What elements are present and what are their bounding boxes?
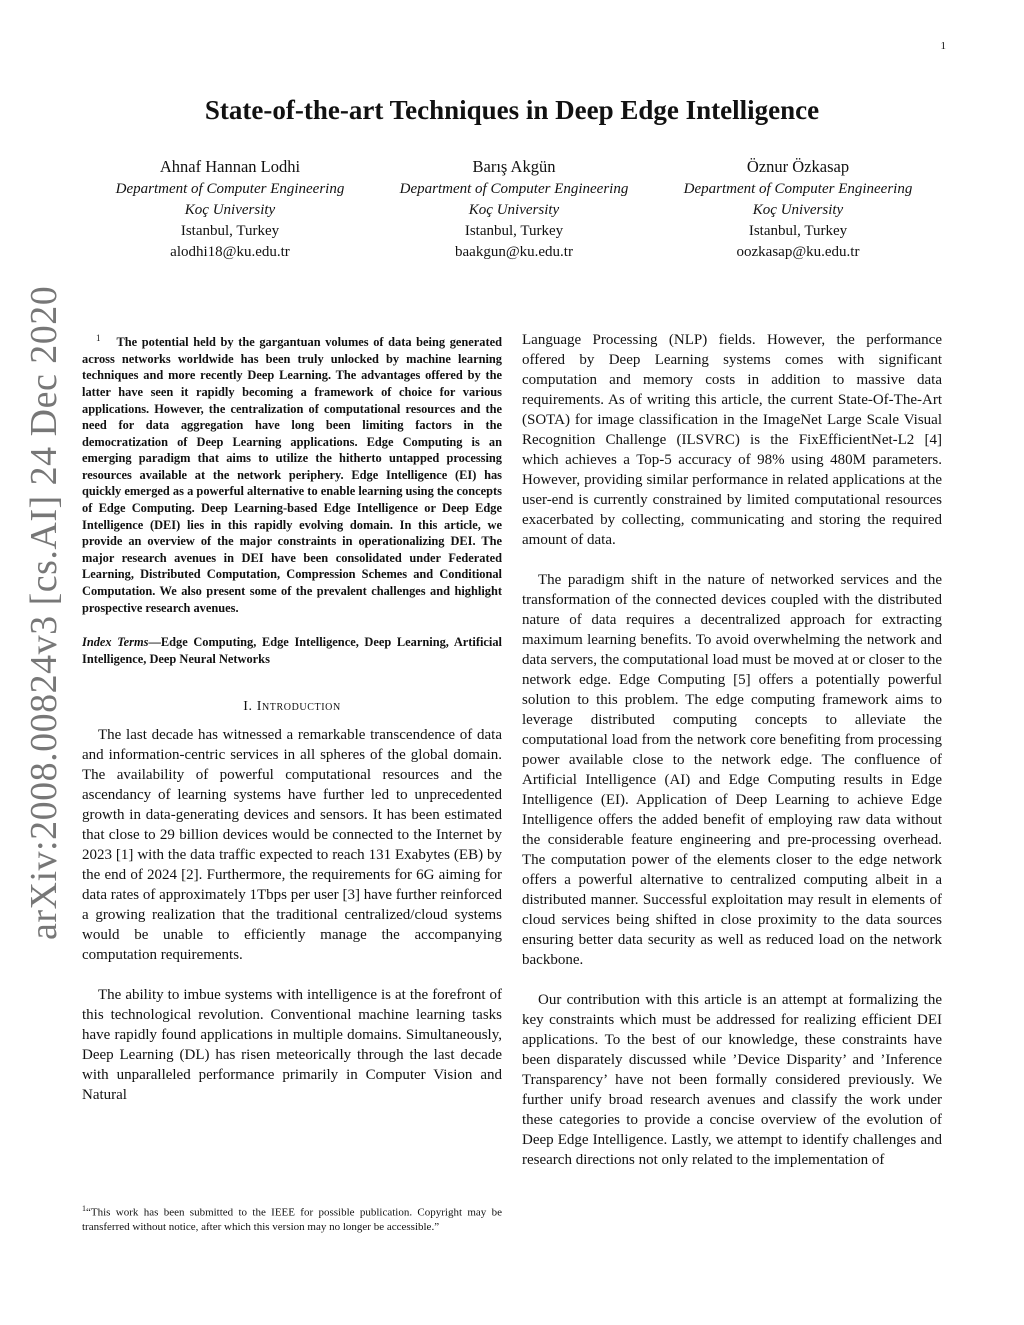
section-heading xyxy=(82,697,502,717)
left-column xyxy=(82,330,502,1105)
author-name: Ahnaf Hannan Lodhi xyxy=(159,157,301,176)
author-univ: Koç University xyxy=(752,202,844,218)
arxiv-stamp: arXiv:2008.00824v3 [cs.AI] 24 Dec 2020 xyxy=(23,285,65,940)
paper-title: State-of-the-art Techniques in Deep Edge Intelligence xyxy=(204,95,820,125)
author-2 xyxy=(372,155,656,263)
abstract xyxy=(82,330,502,616)
paragraph: The paradigm shift in the nature of networked services and the transformation of the connected devices coupled with the distributed nature of data requires a decentralized approach for extracting maximum learning benefits. To avoid overwhelming the network and data servers, the computational load must be moved at or closer to the network edge. Edge Computing [5] offers a potentially powerful solution to this problem. The edge computing framework aims to leverage distributed computing concepts to alleviate the computational load from the network core benefiting from processing power available close to the network edge. The confluence of Artificial Intelligence (AI) and Edge Computing results in Edge Intelligence (EI). Application of Deep Learning to achieve Edge Intelligence offers the added benefit of employing raw data without the considerable feature engineering and pre-processing overhead. The computation power of the elements closer to the edge network offers a powerful alternative to centralized computing albeit in a distributed manner. Successful exploitation may result in elements of cloud services being shifted in close proximity to the data sources ensuring better data security as well as reduced load on the network backbone. xyxy=(522,572,942,968)
paragraph: Our contribution with this article is an attempt at formalizing the key constraints which must be addressed for realizing efficient DEI applications. To the best of our knowledge, these constraints have been disparately discussed while ’Device Disparity’ and ’Inference Transparency’ have not been formally considered previously. We further unify broad research avenues and classify the work under these categories to provide a concise overview of the evolution of Deep Edge Intelligence. Lastly, we attempt to identify challenges and research directions not only related to the implementation of xyxy=(522,992,942,1168)
author-city: Istanbul, Turkey xyxy=(180,223,280,239)
author-dept: Department of Computer Engineering xyxy=(115,181,345,197)
author-univ: Koç University xyxy=(468,202,560,218)
author-1 xyxy=(88,155,372,263)
paragraph: The last decade has witnessed a remarkable transcendence of data and information-centric services in all spheres of the global domain. The availability of powerful computational resources and the ascendancy of learning systems have further led to unprecedented growth in data-generating devices and sensors. It has been estimated that close to 29 billion devices would be connected to the Internet by 2023 [1] with the data traffic expected to reach 131 Exabytes (EB) by the end of 2024 [2]. Furthermore, the requirements for 6G aiming for data rates of approximately 1Tbps per user [3] have further reinforced a growing realization that the traditional centralized/cloud systems would be unable to efficiently manage the accompanying computation requirements. xyxy=(82,727,502,964)
paragraph: Language Processing (NLP) fields. However, the performance offered by Deep Learning systems comes with significant computation and memory costs in addition to massive data requirements. As of writing this article, the current State-Of-The-Art (SOTA) for image classification in the ImageNet Large Scale Visual Recognition Challenge (ILSVRC) is the FixEfficientNet-L2 [4] which achieves a Top-5 accuracy of 98% using 480M parameters. However, providing similar performance in related applications at the user-end is currently constrained by limited computational resources exacerbated by collecting, communicating and storing the required amount of data. xyxy=(522,332,942,548)
author-email: alodhi18@ku.edu.tr xyxy=(170,244,290,260)
author-city: Istanbul, Turkey xyxy=(748,223,848,239)
page-number: 1 xyxy=(940,40,946,52)
footnote xyxy=(82,1202,502,1234)
index-terms-text: —Edge Computing, Edge Intelligence, Deep Learning, Artificial Intelligence, Deep Neural Networks xyxy=(82,635,502,666)
author-dept: Department of Computer Engineering xyxy=(683,181,913,197)
footnote-text: “This work has been submitted to the IEEE for possible publication. Copyright may be transferred without notice, after which this version may no longer be accessible.” xyxy=(82,1206,502,1233)
section-number: I. xyxy=(243,699,253,715)
index-terms-label: Index Terms xyxy=(82,635,149,650)
author-3 xyxy=(656,155,940,263)
footnote-mark: 1 xyxy=(82,1204,86,1213)
author-email: oozkasap@ku.edu.tr xyxy=(736,244,860,260)
section-title: Introduction xyxy=(256,699,341,715)
author-name: Öznur Özkasap xyxy=(746,157,850,176)
right-column xyxy=(522,330,942,1170)
abstract-text: The potential held by the gargantuan volumes of data being generated across networks worldwide has been truly unlocked by machine learning techniques and more recently Deep Learning. The advantages offered by the latter have seen it rapidly becoming a framework of choice for various applications. However, the centralization of computational resources and the need for data aggregation have long been limiting factors in the democratization of Deep Learning applications. Edge Computing is an emerging paradigm that aims to utilize the hitherto untapped processing resources available at the network periphery. Edge Intelligence (EI) has quickly emerged as a powerful alternative to enable learning using the concepts of Edge Computing. Deep Learning-based Edge Intelligence or Deep Edge Intelligence (DEI) lies in this rapidly evolving domain. In this article, we provide an overview of the major constraints in operationalizing DEI. The major research avenues in DEI have been consolidated under Federated Learning, Distributed Computation, Compression Schemes and Conditional Computation. We also present some of the prevalent challenges and highlight prospective research avenues. xyxy=(82,335,502,615)
author-block xyxy=(88,155,940,263)
paragraph: The ability to imbue systems with intelligence is at the forefront of this technological revolution. Conventional machine learning tasks have rapidly found applications in multiple domains. Simultaneously, Deep Learning (DL) has risen meteorically through the last decade with unparalleled performance primarily in Computer Vision and Natural xyxy=(82,987,502,1104)
author-email: baakgun@ku.edu.tr xyxy=(455,244,573,260)
author-dept: Department of Computer Engineering xyxy=(399,181,629,197)
author-name: Barış Akgün xyxy=(472,157,556,176)
index-terms xyxy=(82,634,502,667)
abstract-footnote-mark: 1 xyxy=(96,333,101,343)
author-univ: Koç University xyxy=(184,202,276,218)
author-city: Istanbul, Turkey xyxy=(464,223,564,239)
